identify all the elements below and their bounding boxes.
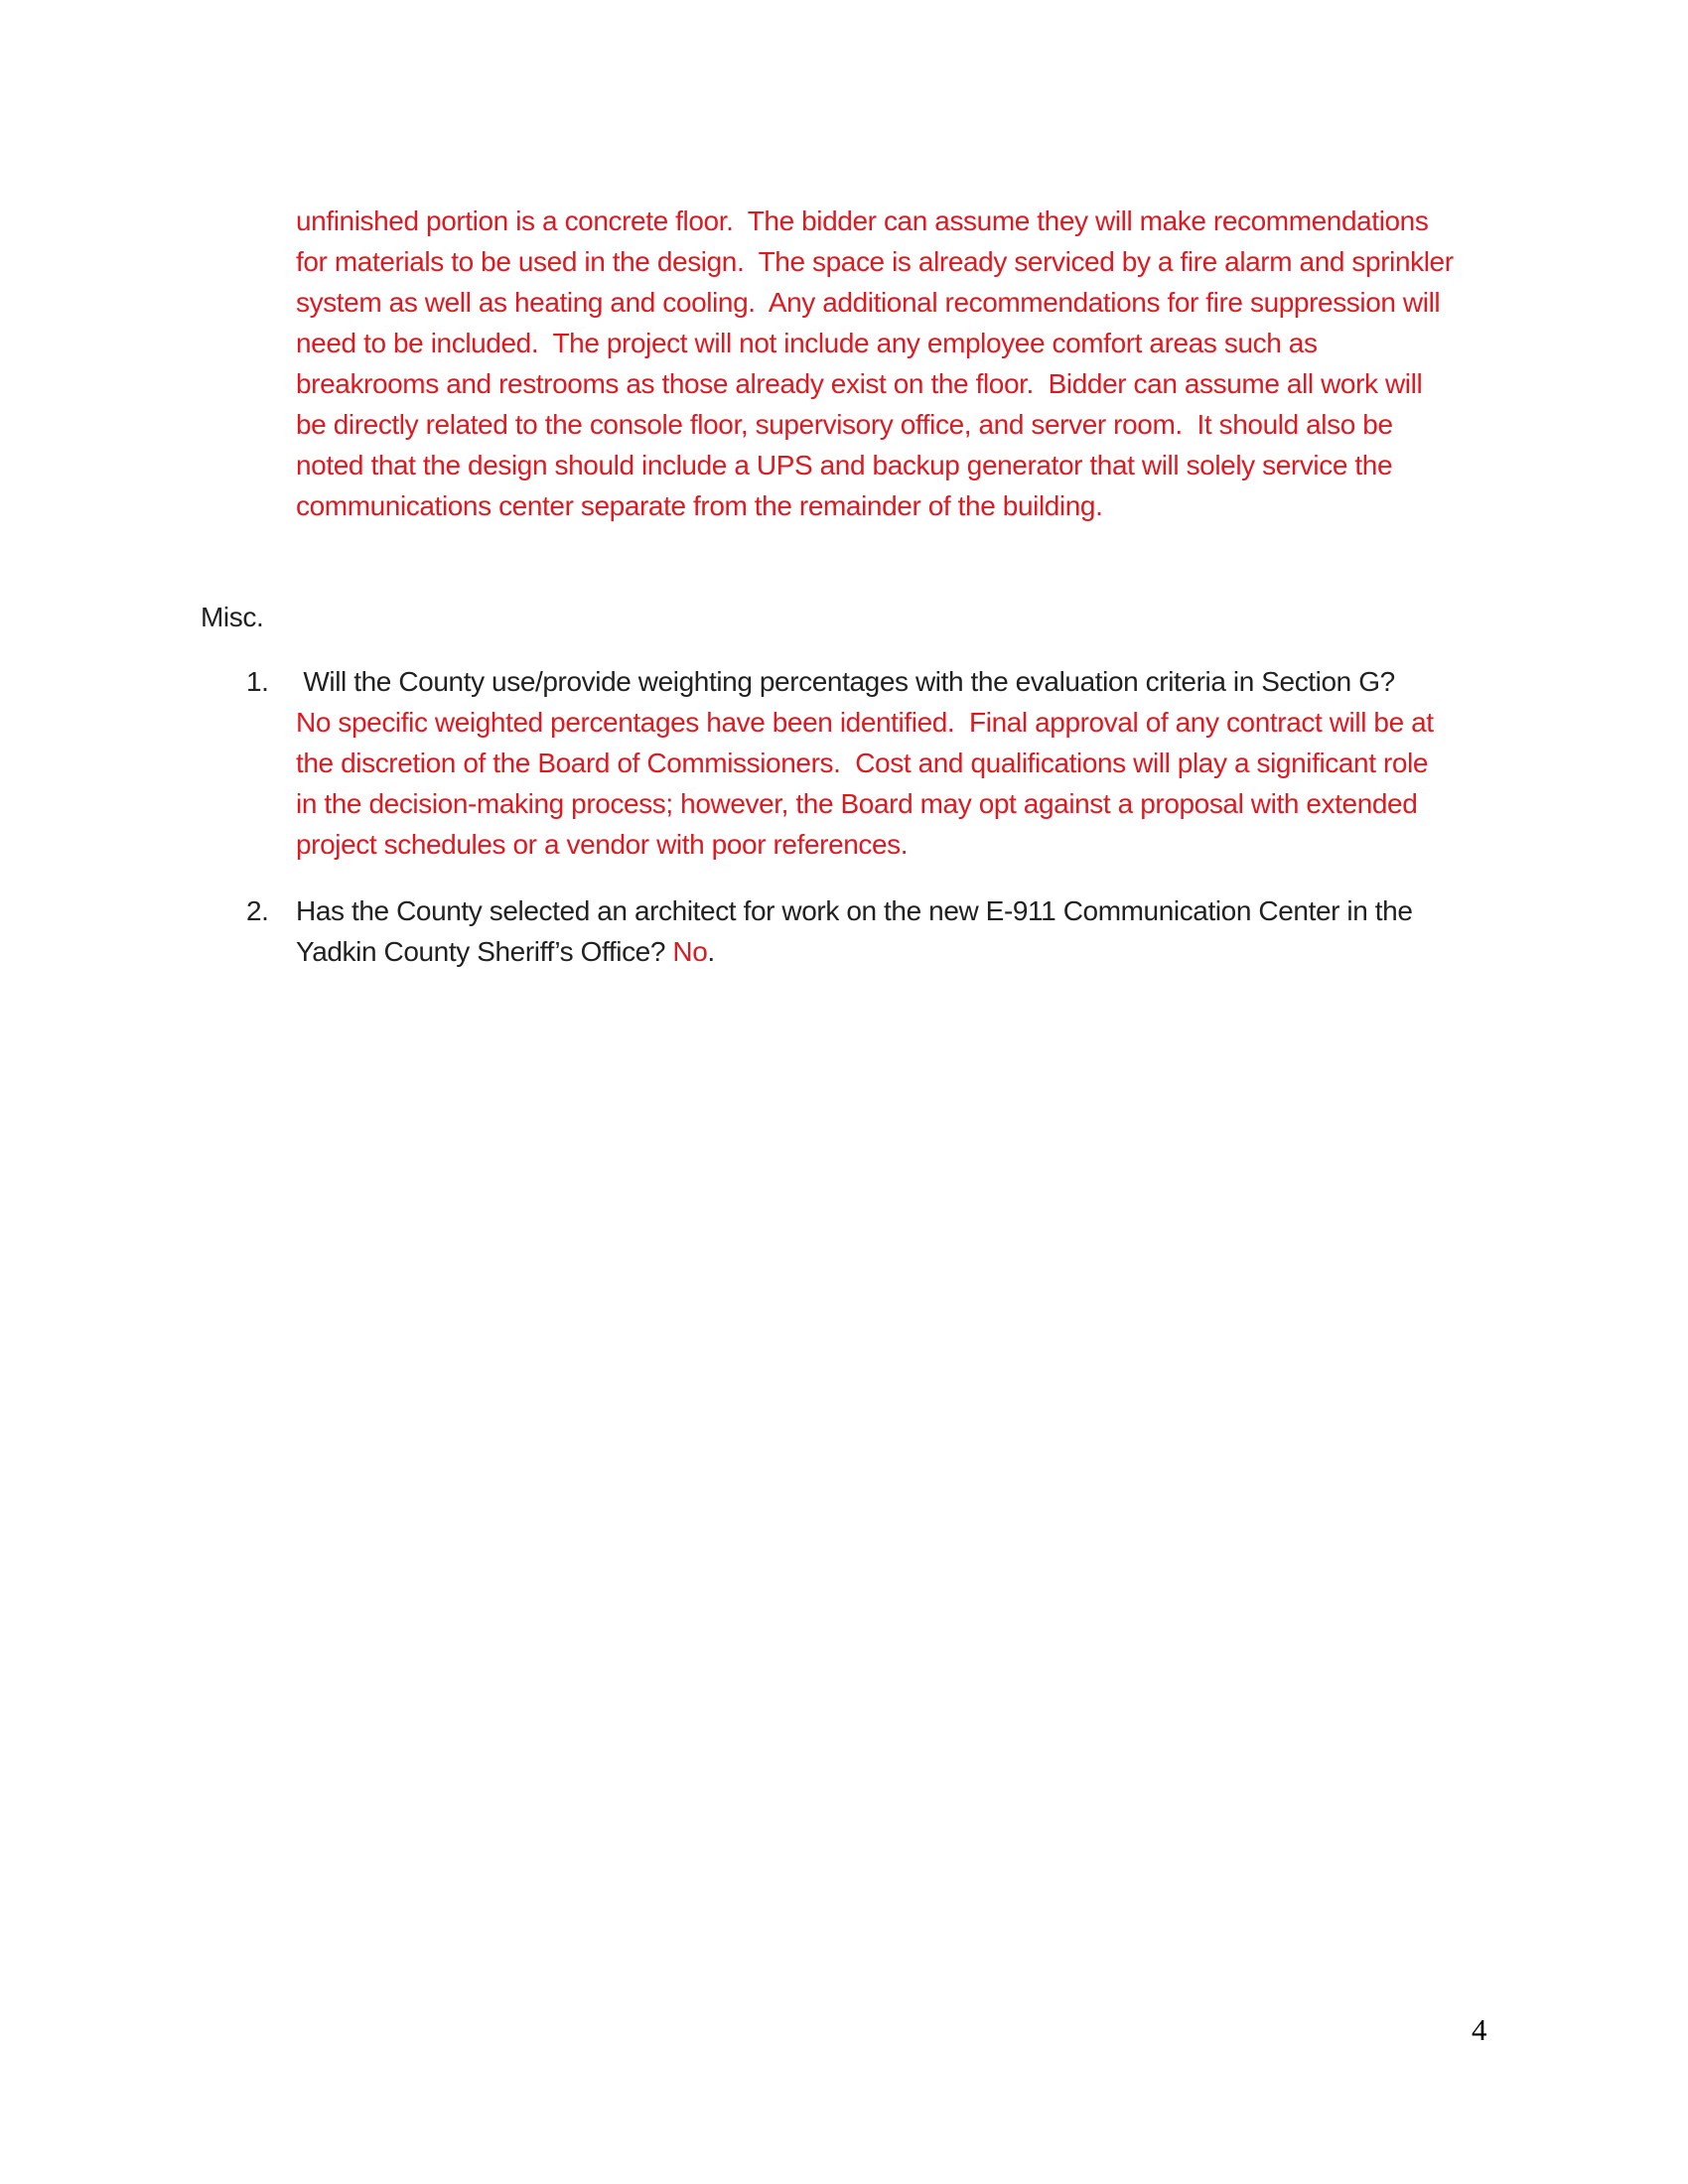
item-number: 1.: [246, 666, 269, 697]
paragraph-line: need to be included. The project will not include any employee comfort areas such as: [296, 328, 1318, 358]
answer-line: No specific weighted percentages have been identified. Final approval of any contract will be at: [296, 707, 1434, 738]
item-number: 2.: [246, 895, 269, 926]
paragraph-line: unfinished portion is a concrete floor. The bidder can assume they will make recommendations: [296, 205, 1429, 236]
answer-line: project schedules or a vendor with poor references.: [296, 829, 909, 860]
list-item-1: [246, 661, 1537, 865]
paragraph-line: communications center separate from the remainder of the building.: [296, 490, 1103, 521]
page-number: 4: [1472, 2012, 1487, 2047]
paragraph-line: noted that the design should include a UPS and backup generator that will solely service the: [296, 450, 1393, 480]
paragraph-line: system as well as heating and cooling. Any additional recommendations for fire suppression will: [296, 287, 1441, 318]
answer-line: in the decision-making process; however, the Board may opt against a proposal with extended: [296, 788, 1418, 819]
paragraph-line: be directly related to the console floor, supervisory office, and server room. It should also be: [296, 409, 1393, 440]
question-text: Will the County use/provide weighting percentages with the evaluation criteria in Section G?: [296, 666, 1395, 697]
item-body: [296, 661, 1537, 865]
list-item-2: [246, 890, 1537, 972]
misc-heading: Misc.: [201, 602, 264, 632]
question-text-part: Yadkin County Sheriff’s Office?: [296, 936, 673, 967]
question-text: Has the County selected an architect for work on the new E-911 Communication Center in the: [296, 895, 1413, 926]
paragraph-line: for materials to be used in the design. The space is already serviced by a fire alarm and sprinkler: [296, 246, 1454, 277]
answer-inline: No: [672, 936, 708, 967]
question-text: [296, 931, 1537, 972]
paragraph-line: breakrooms and restrooms as those already exist on the floor. Bidder can assume all work will: [296, 368, 1423, 399]
answer-line: the discretion of the Board of Commissioners. Cost and qualifications will play a significant role: [296, 748, 1429, 778]
intro-paragraph: [296, 201, 1547, 526]
item-body: [296, 890, 1537, 972]
answer-period: .: [707, 936, 715, 967]
